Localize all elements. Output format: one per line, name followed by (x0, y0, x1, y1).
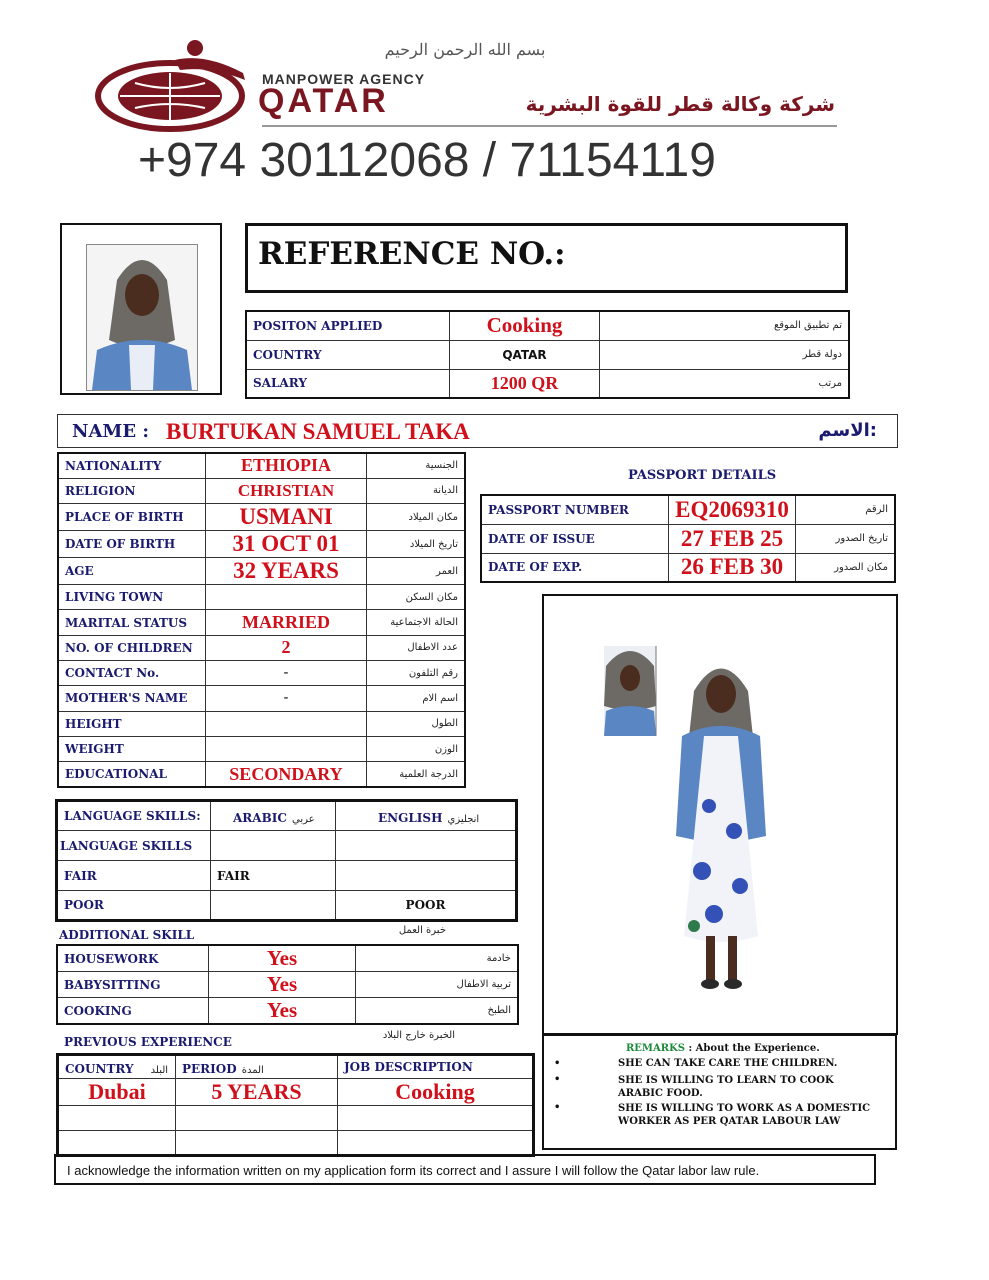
language-row (57, 861, 517, 891)
language-row-label: POOR (57, 891, 211, 921)
passport-number-value: EQ2069310 (669, 495, 796, 524)
experience-country: Dubai (58, 1079, 176, 1106)
personal-arabic: الحالة الاجتماعية (367, 610, 466, 635)
personal-row (58, 478, 465, 503)
personal-arabic: الجنسية (367, 453, 466, 478)
personal-value (206, 585, 367, 610)
position-table (245, 310, 850, 399)
salary-value: 1200 QR (450, 369, 600, 398)
agency-arabic-title: شركة وكالة قطر للقوة البشرية (525, 92, 835, 116)
personal-row (58, 711, 465, 736)
language-row (57, 831, 517, 861)
expiry-date-arabic: مكان الصدور (796, 553, 896, 582)
experience-country (58, 1106, 176, 1131)
personal-row (58, 531, 465, 558)
personal-value: - (206, 686, 367, 711)
previous-experience-title-arabic: الخبرة خارج البلاد (382, 1030, 455, 1041)
passport-row (481, 495, 895, 524)
personal-row (58, 558, 465, 585)
phone-number: +974 30112068 / 71154119 (138, 134, 716, 187)
english-col-en: ENGLISH (378, 810, 443, 825)
skill-row (57, 972, 518, 998)
personal-label: RELIGION (58, 478, 206, 503)
name-value: BURTUKAN SAMUEL TAKA (166, 419, 470, 444)
skill-row (57, 945, 518, 972)
experience-row (58, 1131, 534, 1156)
header-rule (262, 125, 837, 127)
personal-arabic: الطول (367, 711, 466, 736)
skill-value: Yes (209, 945, 356, 972)
passport-number-arabic: الرقم (796, 495, 896, 524)
previous-experience-title: PREVIOUS EXPERIENCE (64, 1035, 232, 1049)
personal-value (206, 711, 367, 736)
name-arabic: الاسم: (818, 420, 877, 441)
issue-date-arabic: تاريخ الصدور (796, 524, 896, 553)
personal-value: 31 OCT 01 (206, 531, 367, 558)
period-header (176, 1055, 338, 1079)
position-arabic: تم تطبيق الموقع (600, 311, 850, 340)
personal-arabic: الوزن (367, 736, 466, 761)
arabic-col-ar: عربي (292, 813, 315, 825)
language-english-cell: POOR (336, 891, 517, 921)
language-row (57, 891, 517, 921)
experience-row (58, 1106, 534, 1131)
passport-title: PASSPORT DETAILS (628, 468, 777, 483)
position-row (246, 311, 849, 340)
personal-label: MARITAL STATUS (58, 610, 206, 635)
country-header-ar: البلد (150, 1064, 169, 1076)
passport-row (481, 524, 895, 553)
reference-label: REFERENCE NO.: (258, 236, 566, 272)
expiry-date-value: 26 FEB 30 (669, 553, 796, 582)
experience-period (176, 1106, 338, 1131)
language-english-cell (336, 831, 517, 861)
language-row-label: LANGUAGE SKILLS (57, 831, 211, 861)
experience-period (176, 1131, 338, 1156)
passport-row (481, 553, 895, 582)
position-value: Cooking (450, 311, 600, 340)
arabic-col-en: ARABIC (233, 810, 287, 825)
personal-value: 32 YEARS (206, 558, 367, 585)
personal-row (58, 504, 465, 531)
personal-arabic: اسم الام (367, 686, 466, 711)
experience-job (338, 1106, 534, 1131)
additional-skill-table (56, 944, 519, 1025)
reference-box (245, 223, 848, 293)
personal-value: MARRIED (206, 610, 367, 635)
country-header (58, 1055, 176, 1079)
arabic-column-header (211, 801, 336, 831)
personal-arabic: عدد الاطفال (367, 635, 466, 660)
language-header-row (57, 801, 517, 831)
personal-row (58, 453, 465, 478)
experience-row (58, 1079, 534, 1106)
country-header-en: COUNTRY (65, 1061, 134, 1076)
passport-number-label: PASSPORT NUMBER (481, 495, 669, 524)
skill-label: COOKING (57, 998, 209, 1025)
language-english-cell (336, 861, 517, 891)
bullet: • (554, 1058, 561, 1069)
personal-value: USMANI (206, 504, 367, 531)
personal-row (58, 610, 465, 635)
name-label: NAME : (72, 421, 149, 442)
personal-arabic: رقم التلفون (367, 660, 466, 685)
experience-country (58, 1131, 176, 1156)
experience-header-row (58, 1055, 534, 1079)
issue-date-label: DATE OF ISSUE (481, 524, 669, 553)
personal-label: LIVING TOWN (58, 585, 206, 610)
skill-row (57, 998, 518, 1025)
personal-arabic: الدرجة العلمية (367, 762, 466, 787)
remark-text: SHE IS WILLING TO LEARN TO COOK ARABIC FOOD. (618, 1075, 834, 1099)
additional-skill-title-arabic: خبرة العمل (398, 925, 446, 936)
experience-period: 5 YEARS (176, 1079, 338, 1106)
passport-table (480, 494, 896, 583)
remark-text: SHE IS WILLING TO WORK AS A DOMESTIC WORKER AS PER QATAR LABOUR LAW (618, 1103, 871, 1127)
country-row (246, 340, 849, 369)
personal-label: AGE (58, 558, 206, 585)
personal-label: NO. OF CHILDREN (58, 635, 206, 660)
skill-arabic: الطبخ (356, 998, 519, 1025)
language-table (55, 799, 518, 922)
agency-logo (95, 38, 255, 133)
personal-label: EDUCATIONAL (58, 762, 206, 787)
personal-label: PLACE OF BIRTH (58, 504, 206, 531)
skill-arabic: تربية الاطفال (356, 972, 519, 998)
language-arabic-cell (211, 831, 336, 861)
agency-small-title: MANPOWER AGENCY (262, 71, 426, 87)
personal-row (58, 660, 465, 685)
personal-row (58, 736, 465, 761)
english-col-ar: انجليزي (447, 813, 480, 825)
expiry-date-label: DATE OF EXP. (481, 553, 669, 582)
personal-value: SECONDARY (206, 762, 367, 787)
issue-date-value: 27 FEB 25 (669, 524, 796, 553)
acknowledgement-box (54, 1154, 876, 1185)
full-body-photo (542, 594, 898, 1035)
acknowledgement-text: I acknowledge the information written on my application form its correct and I assure I will follow the Qatar labor law rule. (67, 1163, 760, 1178)
personal-value (206, 736, 367, 761)
language-arabic-cell: FAIR (211, 861, 336, 891)
remark-item (544, 1074, 895, 1102)
salary-label: SALARY (246, 369, 450, 398)
bullet: • (554, 1074, 561, 1085)
english-column-header (336, 801, 517, 831)
remarks-title: REMARKS (626, 1043, 685, 1054)
salary-arabic: مرتب (600, 369, 850, 398)
personal-value: CHRISTIAN (206, 478, 367, 503)
personal-label: DATE OF BIRTH (58, 531, 206, 558)
personal-table (57, 452, 466, 788)
skill-arabic: خادمة (356, 945, 519, 972)
personal-label: MOTHER'S NAME (58, 686, 206, 711)
remarks-heading (626, 1043, 820, 1054)
skill-value: Yes (209, 972, 356, 998)
personal-row (58, 635, 465, 660)
country-value: QATAR (450, 340, 600, 369)
personal-arabic: تاريخ الميلاد (367, 531, 466, 558)
personal-value: ETHIOPIA (206, 453, 367, 478)
remark-text: SHE CAN TAKE CARE THE CHILDREN. (618, 1058, 838, 1069)
personal-arabic: الديانة (367, 478, 466, 503)
remarks-list (544, 1058, 895, 1130)
additional-skill-title: ADDITIONAL SKILL (59, 928, 195, 942)
language-header-label: LANGUAGE SKILLS: (57, 801, 211, 831)
personal-arabic: مكان السكن (367, 585, 466, 610)
country-label: COUNTRY (246, 340, 450, 369)
experience-job: Cooking (338, 1079, 534, 1106)
personal-label: NATIONALITY (58, 453, 206, 478)
personal-value: - (206, 660, 367, 685)
job-header: JOB DESCRIPTION (338, 1055, 534, 1079)
remarks-box (542, 1034, 897, 1150)
language-row-label: FAIR (57, 861, 211, 891)
personal-arabic: مكان الميلاد (367, 504, 466, 531)
language-arabic-cell (211, 891, 336, 921)
skill-label: HOUSEWORK (57, 945, 209, 972)
personal-arabic: العمر (367, 558, 466, 585)
salary-row (246, 369, 849, 398)
experience-table (56, 1053, 535, 1157)
name-bar (57, 414, 898, 448)
personal-row (58, 762, 465, 787)
skill-label: BABYSITTING (57, 972, 209, 998)
position-label: POSITON APPLIED (246, 311, 450, 340)
bismillah: بسم الله الرحمن الرحيم (384, 40, 546, 59)
personal-row (58, 686, 465, 711)
remarks-subtitle: : About the Experience. (688, 1043, 820, 1054)
personal-row (58, 585, 465, 610)
country-arabic: دولة قطر (600, 340, 850, 369)
personal-value: 2 (206, 635, 367, 660)
remark-item (544, 1058, 895, 1074)
personal-label: HEIGHT (58, 711, 206, 736)
period-header-en: PERIOD (182, 1061, 237, 1076)
bullet: • (554, 1102, 561, 1113)
personal-label: CONTACT No. (58, 660, 206, 685)
personal-label: WEIGHT (58, 736, 206, 761)
skill-value: Yes (209, 998, 356, 1025)
agency-big-title: QATAR (258, 82, 389, 120)
remark-item (544, 1102, 895, 1130)
profile-photo (60, 223, 222, 395)
period-header-ar: المدة (241, 1064, 264, 1076)
experience-job (338, 1131, 534, 1156)
